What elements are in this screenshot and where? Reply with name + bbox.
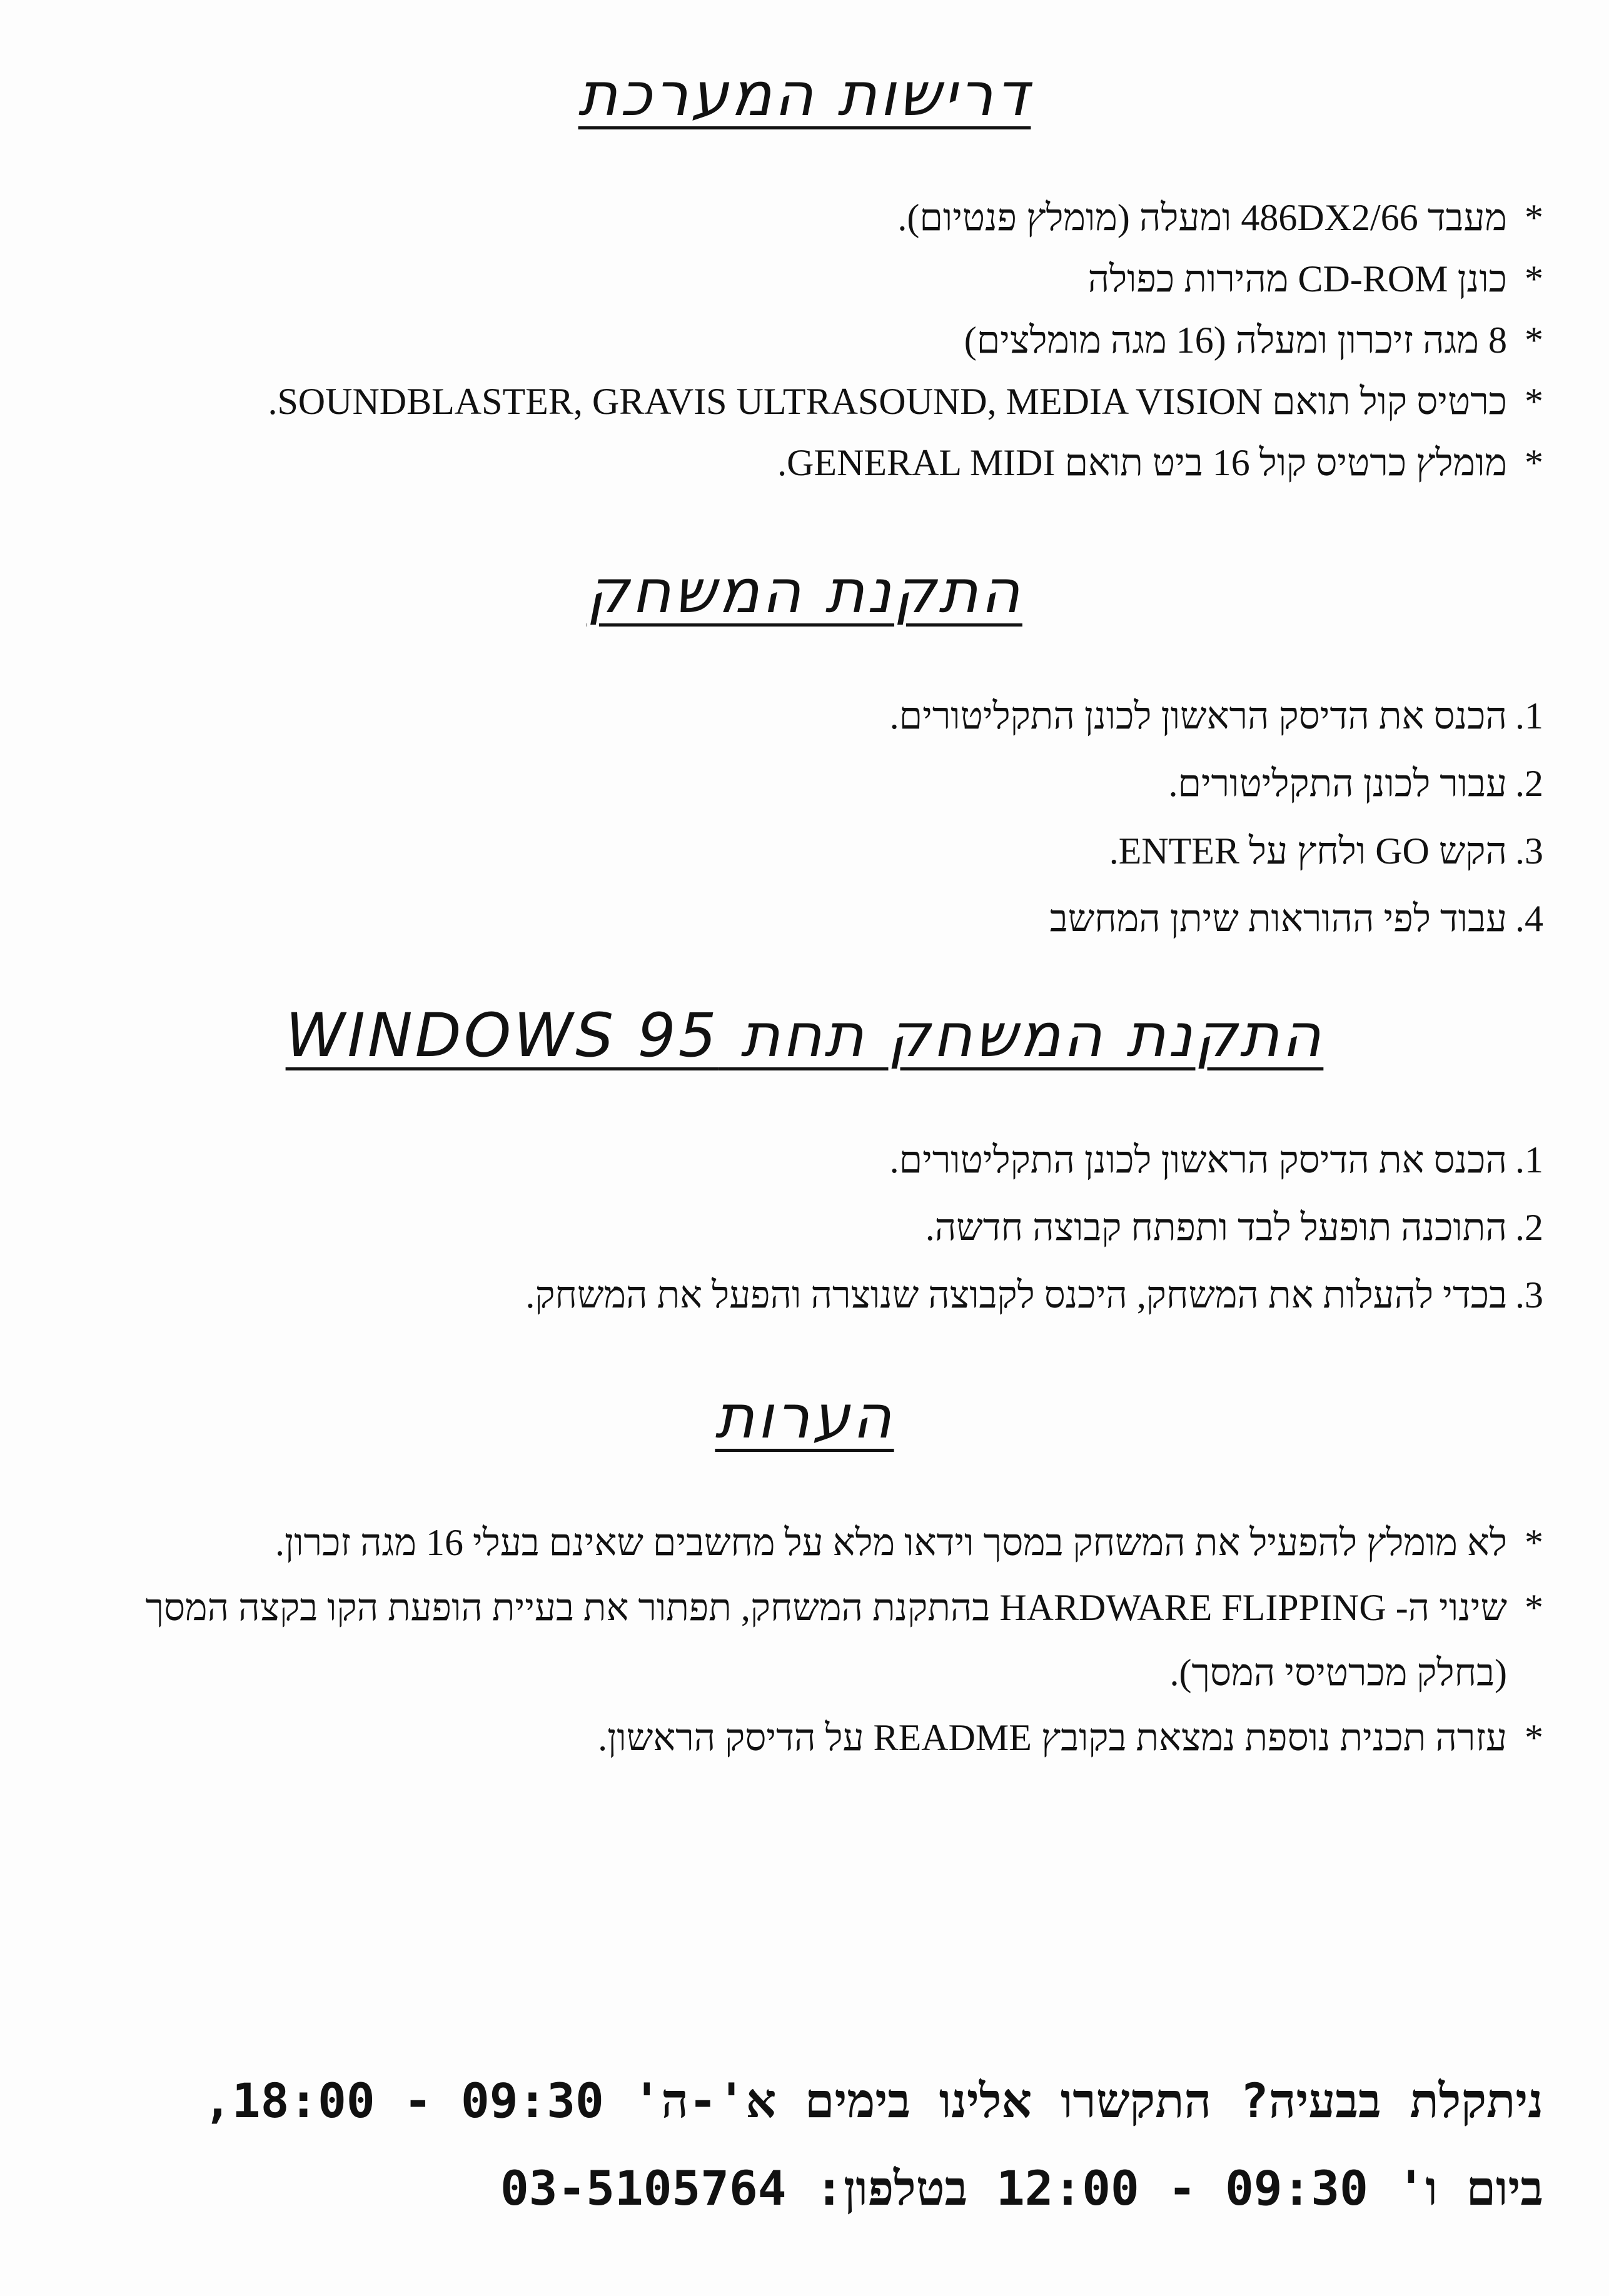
list-item: 3. בכדי להעלות את המשחק, היכנס לקבוצה שנוצרה והפעל את המשחק.	[525, 1274, 1543, 1316]
step-number: 1.	[1515, 1139, 1543, 1181]
list-item: 1. הכנס את הדיסק הראשון לכונן התקליטורים.	[889, 1139, 1543, 1181]
list-item: * כרטיס קול תואם SOUNDBLASTER, GRAVIS ULTRASOUND, MEDIA VISION.	[268, 381, 1543, 422]
install-win95-steps	[525, 1141, 1543, 1344]
notes-heading: הערות	[715, 1382, 894, 1452]
step-number: 2.	[1515, 1207, 1543, 1248]
bullet-mark: *	[1525, 320, 1543, 361]
support-hours-line: ניתקלת בבעיה? התקשרו אלינו בימים א'-ה' 09:30 - 18:00,	[203, 2073, 1543, 2128]
list-item: 1. הכנס את הדיסק הראשון לכונן התקליטורים.	[889, 695, 1543, 737]
step-number: 4.	[1515, 898, 1543, 939]
install-steps	[890, 697, 1543, 967]
bullet-mark: *	[1525, 197, 1543, 238]
list-item: * לא מומלץ להפעיל את המשחק במסך וידאו מלא על מחשבים שאינם בעלי 16 מגה זכרון.	[106, 1510, 1543, 1575]
bullet-mark: *	[1525, 1717, 1543, 1758]
bullet-mark: *	[1525, 1587, 1543, 1628]
bullet-mark: *	[1525, 1522, 1543, 1563]
notes-list	[106, 1510, 1543, 1770]
step-number: 1.	[1515, 695, 1543, 737]
support-phone-line: ביום ו' 09:30 - 12:00 בטלפון: 03-5105764	[500, 2160, 1543, 2216]
list-item: 2. התוכנה תופעל לבד ותפתח קבוצה חדשה.	[925, 1207, 1543, 1248]
list-item: 2. עבור לכונן התקליטורים.	[1168, 763, 1543, 804]
list-item: 3. הקש GO ולחץ על ENTER.	[1109, 830, 1543, 872]
list-item: * שינוי ה- HARDWARE FLIPPING בהתקנת המשחק, תפתור את בעיית הופעת הקו בקצה המסך (בחלק מכרטיסי המסך).	[106, 1575, 1543, 1705]
install-win95-heading: התקנת המשחק תחת WINDOWS 95	[285, 1000, 1324, 1070]
list-item: * כונן CD-ROM מהירות כפולה	[1087, 258, 1543, 300]
list-item: * מומלץ כרטיס קול 16 ביט תואם GENERAL MIDI.	[777, 442, 1543, 483]
list-item: 4. עבוד לפי ההוראות שיתן המחשב	[1049, 898, 1543, 939]
requirements-heading: דרישות המערכת	[578, 59, 1031, 129]
list-item: * עזרה תכנית נוספת נמצאת בקובץ README על הדיסק הראשון.	[106, 1705, 1543, 1770]
bullet-mark: *	[1525, 258, 1543, 300]
support-info	[43, 2057, 1543, 2232]
list-item: * 8 מגה זיכרון ומעלה (16 מגה מומלצים)	[964, 320, 1543, 361]
bullet-mark: *	[1525, 381, 1543, 422]
bullet-mark: *	[1525, 442, 1543, 483]
install-heading: התקנת המשחק	[587, 556, 1022, 627]
step-number: 3.	[1515, 1274, 1543, 1316]
list-item: * מעבד 486DX2/66 ומעלה (מומלץ פנטיום).	[897, 197, 1543, 238]
step-number: 2.	[1515, 763, 1543, 804]
step-number: 3.	[1515, 830, 1543, 872]
requirements-list	[268, 199, 1543, 505]
